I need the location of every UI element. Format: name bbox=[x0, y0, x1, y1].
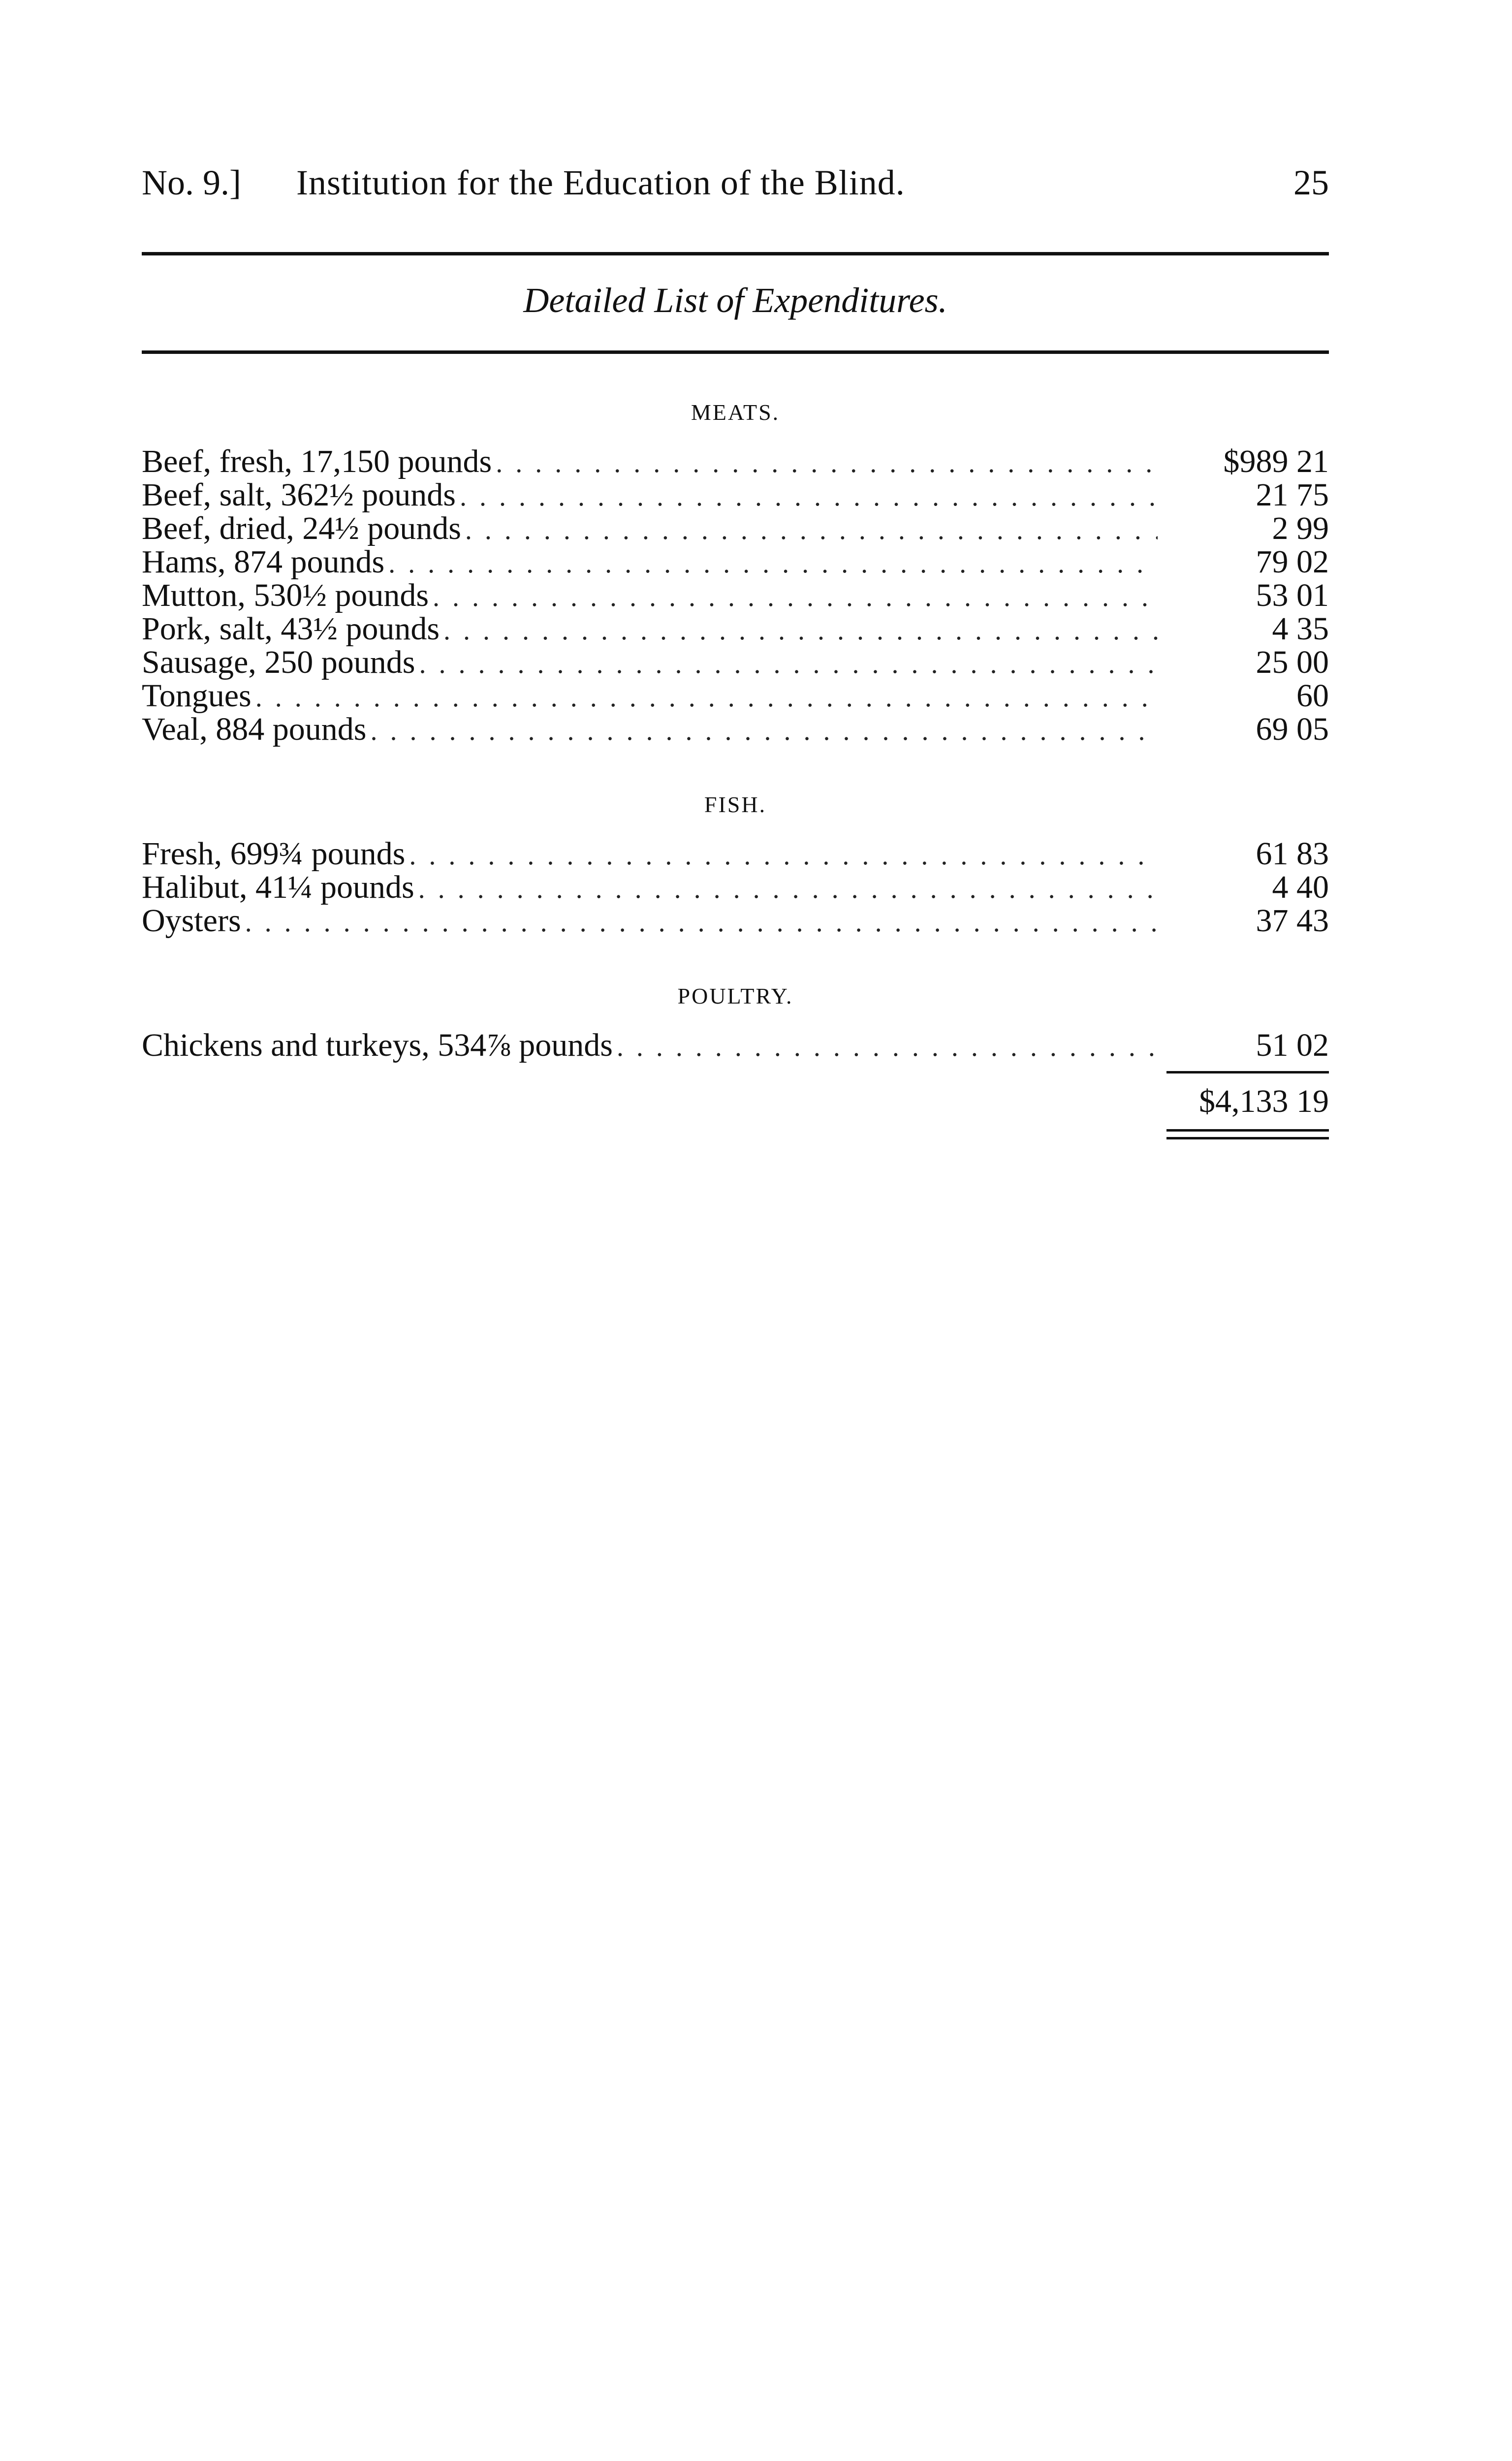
dot-leader bbox=[388, 547, 1158, 580]
page-number: 25 bbox=[1293, 163, 1329, 202]
expense-row bbox=[142, 545, 1329, 579]
double-rule-top bbox=[1166, 1129, 1329, 1132]
dot-leader bbox=[465, 513, 1158, 547]
expense-label: Oysters bbox=[142, 903, 241, 939]
expense-label: Beef, fresh, 17,150 pounds bbox=[142, 443, 492, 479]
expenditure-sections bbox=[142, 399, 1329, 1062]
dot-leader bbox=[255, 681, 1158, 714]
expense-amount: 4 40 bbox=[1272, 869, 1329, 905]
expense-amount: 37 43 bbox=[1256, 903, 1329, 939]
document-number: No. 9.] bbox=[142, 163, 241, 202]
total-rule bbox=[1166, 1071, 1329, 1073]
expense-row bbox=[142, 1029, 1329, 1062]
expense-label: Chickens and turkeys, 534⅞ pounds bbox=[142, 1027, 613, 1063]
running-title: Institution for the Education of the Blind. bbox=[296, 163, 905, 202]
expense-label: Fresh, 699¾ pounds bbox=[142, 836, 406, 872]
expense-label: Pork, salt, 43½ pounds bbox=[142, 611, 440, 647]
expense-amount: 69 05 bbox=[1256, 711, 1329, 747]
expense-amount: 53 01 bbox=[1256, 577, 1329, 613]
expense-amount: $989 21 bbox=[1223, 443, 1329, 479]
expense-row bbox=[142, 871, 1329, 904]
expense-amount: 60 bbox=[1296, 678, 1329, 714]
dot-leader bbox=[496, 446, 1158, 480]
double-rule-bottom bbox=[1166, 1137, 1329, 1139]
expense-amount: 51 02 bbox=[1256, 1027, 1329, 1063]
section-heading: MEATS. bbox=[691, 400, 780, 425]
dot-leader bbox=[409, 839, 1158, 872]
expense-amount: 21 75 bbox=[1256, 477, 1329, 513]
expense-row bbox=[142, 478, 1329, 512]
expense-label: Veal, 884 pounds bbox=[142, 711, 367, 747]
expense-label: Beef, dried, 24½ pounds bbox=[142, 510, 461, 546]
grand-total: $4,133 19 bbox=[1199, 1083, 1329, 1119]
expense-amount: 25 00 bbox=[1256, 644, 1329, 680]
expense-row bbox=[142, 646, 1329, 679]
expense-label: Tongues bbox=[142, 678, 252, 714]
expense-label: Beef, salt, 362½ pounds bbox=[142, 477, 456, 513]
expense-label: Sausage, 250 pounds bbox=[142, 644, 415, 680]
document-subtitle: Detailed List of Expenditures. bbox=[523, 281, 947, 320]
dot-leader bbox=[418, 872, 1158, 906]
running-header bbox=[142, 162, 1329, 221]
expense-label: Mutton, 530½ pounds bbox=[142, 577, 429, 613]
expense-row bbox=[142, 713, 1329, 746]
dot-leader bbox=[419, 647, 1158, 681]
expense-label: Hams, 874 pounds bbox=[142, 544, 385, 580]
expense-row bbox=[142, 679, 1329, 713]
expense-row bbox=[142, 445, 1329, 478]
expense-amount: 79 02 bbox=[1256, 544, 1329, 580]
expense-amount: 4 35 bbox=[1272, 611, 1329, 647]
expense-amount: 2 99 bbox=[1272, 510, 1329, 546]
expense-row bbox=[142, 579, 1329, 612]
expense-amount: 61 83 bbox=[1256, 836, 1329, 872]
dot-leader bbox=[460, 480, 1158, 513]
expense-row bbox=[142, 904, 1329, 938]
document-page bbox=[142, 162, 1329, 1160]
header-rule bbox=[142, 252, 1329, 255]
dot-leader bbox=[617, 1030, 1158, 1064]
dot-leader bbox=[443, 614, 1158, 647]
expense-row bbox=[142, 512, 1329, 545]
subtitle-rule bbox=[142, 350, 1329, 354]
dot-leader bbox=[433, 580, 1158, 614]
expense-row bbox=[142, 612, 1329, 646]
dot-leader bbox=[245, 906, 1158, 939]
section-heading: POULTRY. bbox=[677, 983, 793, 1009]
expense-label: Halibut, 41¼ pounds bbox=[142, 869, 414, 905]
total-block bbox=[142, 1071, 1329, 1160]
dot-leader bbox=[370, 714, 1158, 748]
section-heading: FISH. bbox=[704, 792, 767, 817]
expense-row bbox=[142, 837, 1329, 871]
